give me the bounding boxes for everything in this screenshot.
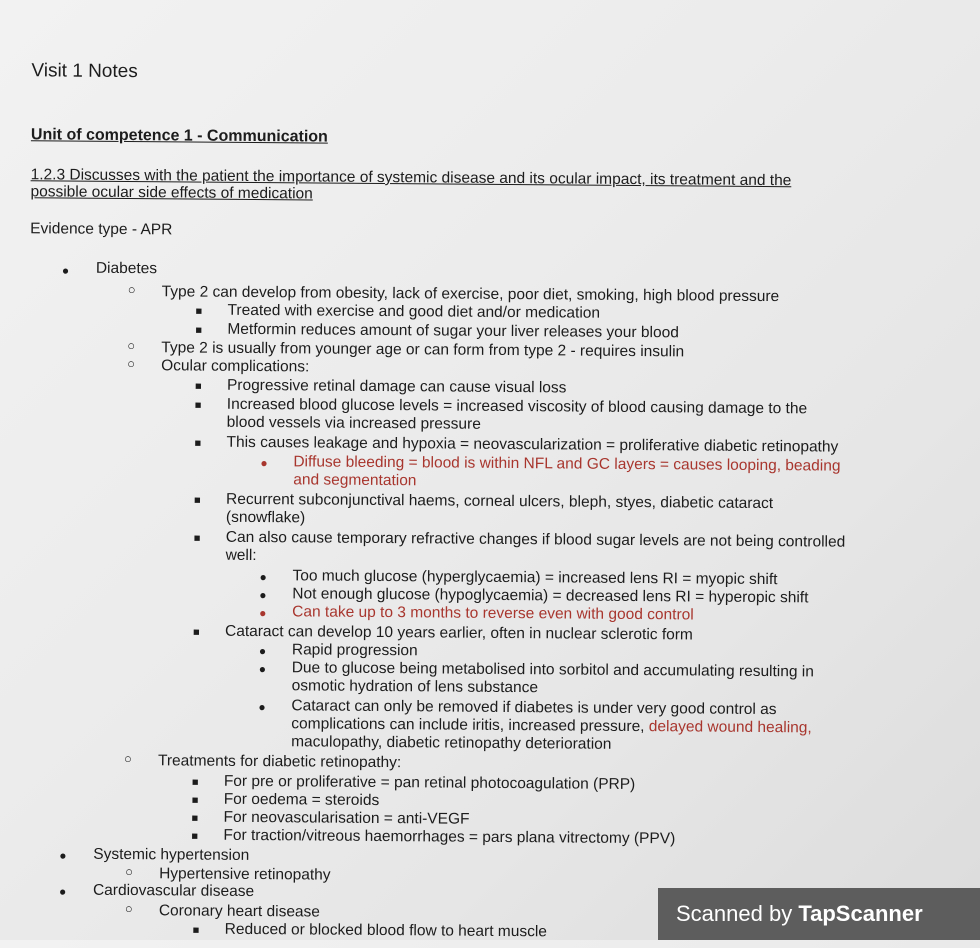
- disc-bullet-icon: ●: [58, 884, 67, 899]
- square-bullet-icon: ■: [192, 924, 200, 937]
- list-item: For neovascularisation = anti-VEGF: [223, 808, 470, 828]
- list-item: Cataract can only be removed if diabetes is under very good control as: [291, 697, 777, 719]
- list-item-continuation: osmotic hydration of lens substance: [291, 677, 539, 697]
- list-item: This causes leakage and hypoxia = neovascularization = proliferative diabetic retinopathy: [226, 433, 839, 456]
- square-bullet-icon: ■: [195, 324, 203, 337]
- list-item: Cataract can develop 10 years earlier, often in nuclear sclerotic form: [224, 622, 693, 644]
- list-item-continuation: (snowflake): [225, 508, 306, 527]
- list-item: Diffuse bleeding = blood is within NFL and GC layers = causes looping, beading: [293, 453, 841, 475]
- list-item: Hypertensive retinopathy: [159, 865, 331, 884]
- list-item: Metformin reduces amount of sugar your liver releases your blood: [227, 320, 679, 342]
- disc-bullet-icon: ●: [258, 700, 266, 715]
- square-bullet-icon: ■: [191, 776, 199, 789]
- evidence-type: Evidence type - APR: [30, 220, 173, 239]
- circle-bullet-icon: ○: [123, 750, 132, 767]
- list-item: Reduced or blocked blood flow to heart muscle: [224, 920, 548, 941]
- circle-bullet-icon: ○: [127, 338, 136, 354]
- square-bullet-icon: ■: [191, 830, 199, 843]
- list-item: For traction/vitreous haemorrhages = pars plana vitrectomy (PPV): [223, 826, 676, 848]
- list-item: Due to glucose being metabolised into sorbitol and accumulating resulting in: [291, 659, 814, 681]
- list-item: Can also cause temporary refractive changes if blood sugar levels are not being controlled: [225, 528, 846, 551]
- disc-bullet-icon: ●: [59, 848, 67, 863]
- list-item: Not enough glucose (hypoglycaemia) = decreased lens RI = hyperopic shift: [292, 585, 809, 607]
- list-item: For pre or proliferative = pan retinal photocoagulation (PRP): [223, 772, 636, 794]
- disc-bullet-icon: ●: [258, 662, 267, 677]
- list-item: Type 2 can develop from obesity, lack of exercise, poor diet, smoking, high blood pressure: [161, 283, 780, 306]
- square-bullet-icon: ■: [194, 380, 202, 393]
- list-item: Systemic hypertension: [93, 845, 250, 864]
- list-item-continuation: and segmentation: [293, 471, 417, 490]
- watermark-brand: TapScanner: [798, 901, 923, 926]
- circle-bullet-icon: ○: [127, 282, 136, 298]
- circle-bullet-icon: ○: [125, 864, 134, 880]
- list-item: Increased blood glucose levels = increased viscosity of blood causing damage to the: [226, 395, 808, 418]
- circle-bullet-icon: ○: [124, 901, 133, 917]
- square-bullet-icon: ■: [194, 399, 202, 412]
- list-item: Too much glucose (hyperglycaemia) = increased lens RI = myopic shift: [292, 567, 778, 589]
- disc-bullet-icon: ●: [259, 570, 267, 585]
- page-title: Visit 1 Notes: [31, 60, 138, 83]
- square-bullet-icon: ■: [192, 626, 200, 639]
- criterion-heading: 1.2.3 Discusses with the patient the importance of systemic disease and its ocular impact, its treatment and the possible ocular side effects of medication: [30, 166, 792, 203]
- disc-bullet-icon: ●: [259, 606, 267, 621]
- disc-bullet-icon: ●: [260, 456, 268, 471]
- square-bullet-icon: ■: [191, 794, 199, 807]
- disc-bullet-icon: ●: [61, 263, 70, 278]
- disc-bullet-icon: ●: [258, 644, 267, 659]
- square-bullet-icon: ■: [193, 532, 201, 545]
- list-item: Treated with exercise and good diet and/or medication: [227, 301, 601, 322]
- list-item: Progressive retinal damage can cause visual loss: [226, 376, 567, 397]
- list-item: Ocular complications:: [161, 357, 310, 376]
- list-item: Recurrent subconjunctival haems, corneal ulcers, bleph, styes, diabetic cataract: [226, 490, 774, 513]
- square-bullet-icon: ■: [194, 494, 201, 507]
- list-item: Diabetes: [95, 259, 158, 278]
- square-bullet-icon: ■: [195, 305, 203, 318]
- list-item-continuation: maculopathy, diabetic retinopathy deterioration: [291, 733, 612, 753]
- list-item: Treatments for diabetic retinopathy:: [157, 752, 402, 772]
- list-item-continuation: blood vessels via increased pressure: [226, 413, 481, 433]
- list-item-continuation: well:: [225, 546, 257, 565]
- list-item: Coronary heart disease: [158, 902, 321, 921]
- list-item: Rapid progression: [291, 641, 418, 660]
- highlighted-text: delayed wound healing,: [648, 718, 812, 737]
- unit-heading: Unit of competence 1 - Communication: [30, 126, 328, 146]
- list-item-text: complications can include iritis, increased pressure,: [291, 715, 645, 736]
- square-bullet-icon: ■: [194, 437, 202, 450]
- list-item: For oedema = steroids: [223, 790, 380, 810]
- list-item: Cardiovascular disease: [92, 881, 255, 901]
- circle-bullet-icon: ○: [127, 356, 136, 372]
- watermark-prefix: Scanned by: [676, 901, 793, 926]
- list-item: Can take up to 3 months to reverse even with good control: [292, 603, 694, 624]
- square-bullet-icon: ■: [191, 812, 199, 825]
- scanner-watermark: [658, 888, 980, 940]
- disc-bullet-icon: ●: [259, 588, 267, 603]
- list-item: Type 2 is usually from younger age or can form from type 2 - requires insulin: [161, 339, 685, 361]
